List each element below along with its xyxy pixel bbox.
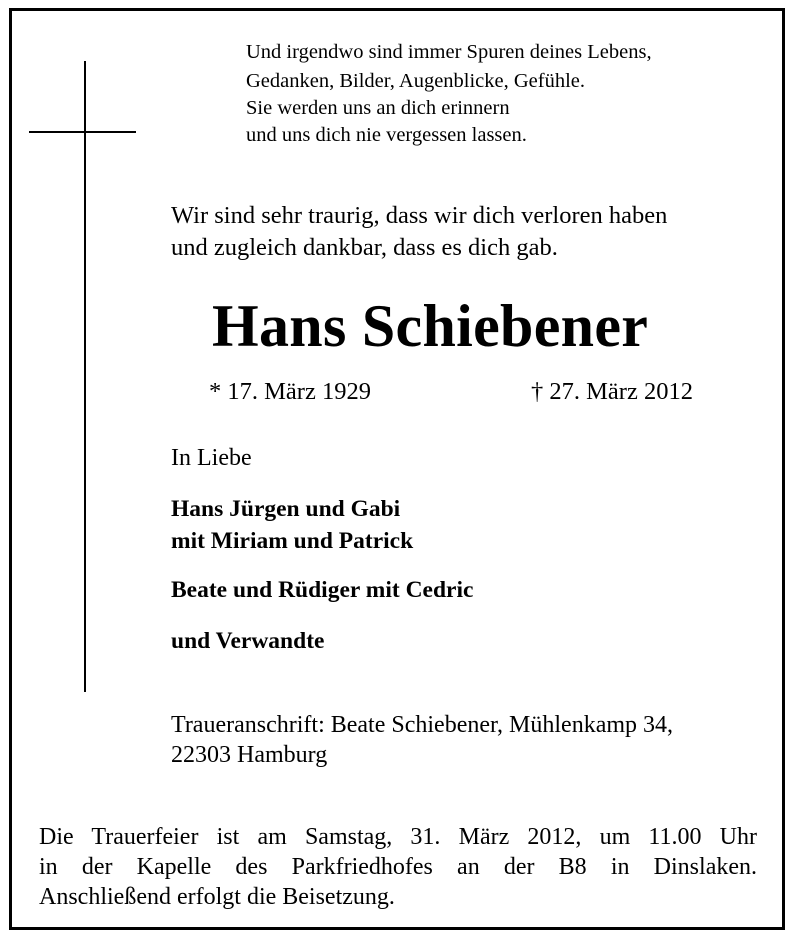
poem-line: Und irgendwo sind immer Spuren deines Lebens, [246, 41, 652, 63]
quote-line: und zugleich dankbar, dass es dich gab. [171, 234, 558, 261]
poem-line: Gedanken, Bilder, Augenblicke, Gefühle. [246, 70, 586, 92]
funeral-info [39, 822, 757, 912]
mourning-address-line: Traueranschrift: Beate Schiebener, Mühlenkamp 34, [171, 712, 674, 738]
death-date: † 27. März 2012 [531, 378, 693, 405]
family-line: mit Miriam und Patrick [171, 528, 414, 554]
family-line: und Verwandte [171, 628, 325, 654]
quote-line: Wir sind sehr traurig, dass wir dich verloren haben [171, 202, 668, 229]
mourning-address-line: 22303 Hamburg [171, 742, 328, 768]
deceased-name: Hans Schiebener [212, 293, 649, 359]
funeral-line: Anschließend erfolgt die Beisetzung. [39, 884, 395, 910]
cross-icon [84, 61, 86, 692]
mourners-intro: In Liebe [171, 445, 252, 471]
funeral-line: Die Trauerfeier ist am Samstag, 31. März 2012, um 11.00 Uhr [39, 824, 757, 850]
funeral-line: in der Kapelle des Parkfriedhofes an der B8 in Dinslaken. [39, 854, 757, 880]
family-line: Beate und Rüdiger mit Cedric [171, 577, 474, 603]
poem-line: und uns dich nie vergessen lassen. [246, 124, 527, 146]
obituary-notice [9, 8, 785, 930]
poem-line: Sie werden uns an dich erinnern [246, 97, 510, 119]
birth-date: * 17. März 1929 [209, 378, 371, 405]
cross-icon-bar [29, 131, 136, 133]
family-line: Hans Jürgen und Gabi [171, 496, 401, 522]
